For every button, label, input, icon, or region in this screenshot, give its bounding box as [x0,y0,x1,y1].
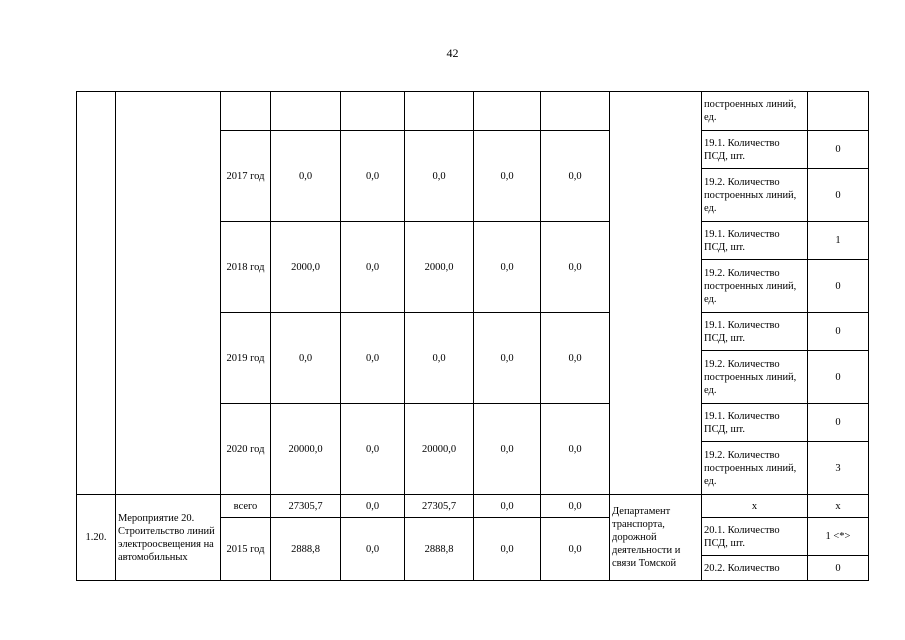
measure-name-cell [116,92,221,495]
executor-cell [610,92,702,495]
indicator-label: 19.2. Количество построенных линий, ед. [702,351,808,404]
value-cell: 27305,7 [271,495,341,518]
row-number-cell [77,92,116,495]
value-cell: 0,0 [341,222,405,313]
value-cell: 27305,7 [405,495,474,518]
indicator-label: 19.1. Количество ПСД, шт. [702,222,808,260]
period-cell: 2017 год [221,131,271,222]
value-cell: 0,0 [541,222,610,313]
value-cell: 0,0 [474,313,541,404]
value-cell: 0,0 [474,495,541,518]
indicator-label: 19.1. Количество ПСД, шт. [702,131,808,169]
indicator-label: 20.2. Количество [702,556,808,581]
indicator-value: 0 [808,351,869,404]
value-cell: 0,0 [474,131,541,222]
indicator-value: 0 [808,131,869,169]
indicator-label: 19.2. Количество построенных линий, ед. [702,169,808,222]
measure-number: 1.20. [77,495,116,581]
value-cell: 0,0 [405,131,474,222]
indicator-label: 19.1. Количество ПСД, шт. [702,313,808,351]
indicator-value: 0 [808,556,869,581]
indicator-value: 0 [808,169,869,222]
period-cell [221,92,271,131]
indicator-label: 19.2. Количество построенных линий, ед. [702,260,808,313]
executor-cell: Департамент транспорта, дорожной деятельности и связи Томской [610,495,702,581]
value-cell: 2000,0 [271,222,341,313]
value-cell: 0,0 [541,313,610,404]
period-cell: 2015 год [221,518,271,581]
value-cell: 0,0 [474,222,541,313]
period-cell: 2020 год [221,404,271,495]
value-cell: 0,0 [474,404,541,495]
indicator-label: 19.1. Количество ПСД, шт. [702,404,808,442]
value-cell: 20000,0 [405,404,474,495]
table-row [77,495,869,518]
value-cell: 0,0 [341,495,405,518]
indicator-value: x [808,495,869,518]
indicator-label: 20.1. Количество ПСД, шт. [702,518,808,556]
value-cell: 2888,8 [271,518,341,581]
value-cell: 0,0 [271,313,341,404]
indicator-value: 0 [808,404,869,442]
indicator-label: 19.2. Количество построенных линий, ед. [702,442,808,495]
indicator-value: 0 [808,260,869,313]
value-cell: 0,0 [271,131,341,222]
value-cell: 0,0 [541,131,610,222]
period-cell: 2019 год [221,313,271,404]
value-cell: 0,0 [541,495,610,518]
indicator-value: 0 [808,313,869,351]
value-cell: 0,0 [341,131,405,222]
table-row [77,92,869,131]
value-cell: 0,0 [541,404,610,495]
value-cell: 0,0 [405,313,474,404]
value-cell: 0,0 [474,518,541,581]
value-cell: 0,0 [341,313,405,404]
indicator-label: построенных линий, ед. [702,92,808,131]
indicator-value: 3 [808,442,869,495]
value-cell: 20000,0 [271,404,341,495]
page-number: 42 [446,46,459,60]
value-cell: 0,0 [341,404,405,495]
indicator-label: x [702,495,808,518]
value-cell: 2888,8 [405,518,474,581]
indicator-value [808,92,869,131]
period-cell: всего [221,495,271,518]
indicator-value: 1 <*> [808,518,869,556]
value-cell: 0,0 [341,518,405,581]
program-table [76,91,869,581]
indicator-value: 1 [808,222,869,260]
value-cell: 2000,0 [405,222,474,313]
value-cell: 0,0 [541,518,610,581]
measure-name: Мероприятие 20. Строительство линий электроосвещения на автомобильных [116,495,221,581]
period-cell: 2018 год [221,222,271,313]
